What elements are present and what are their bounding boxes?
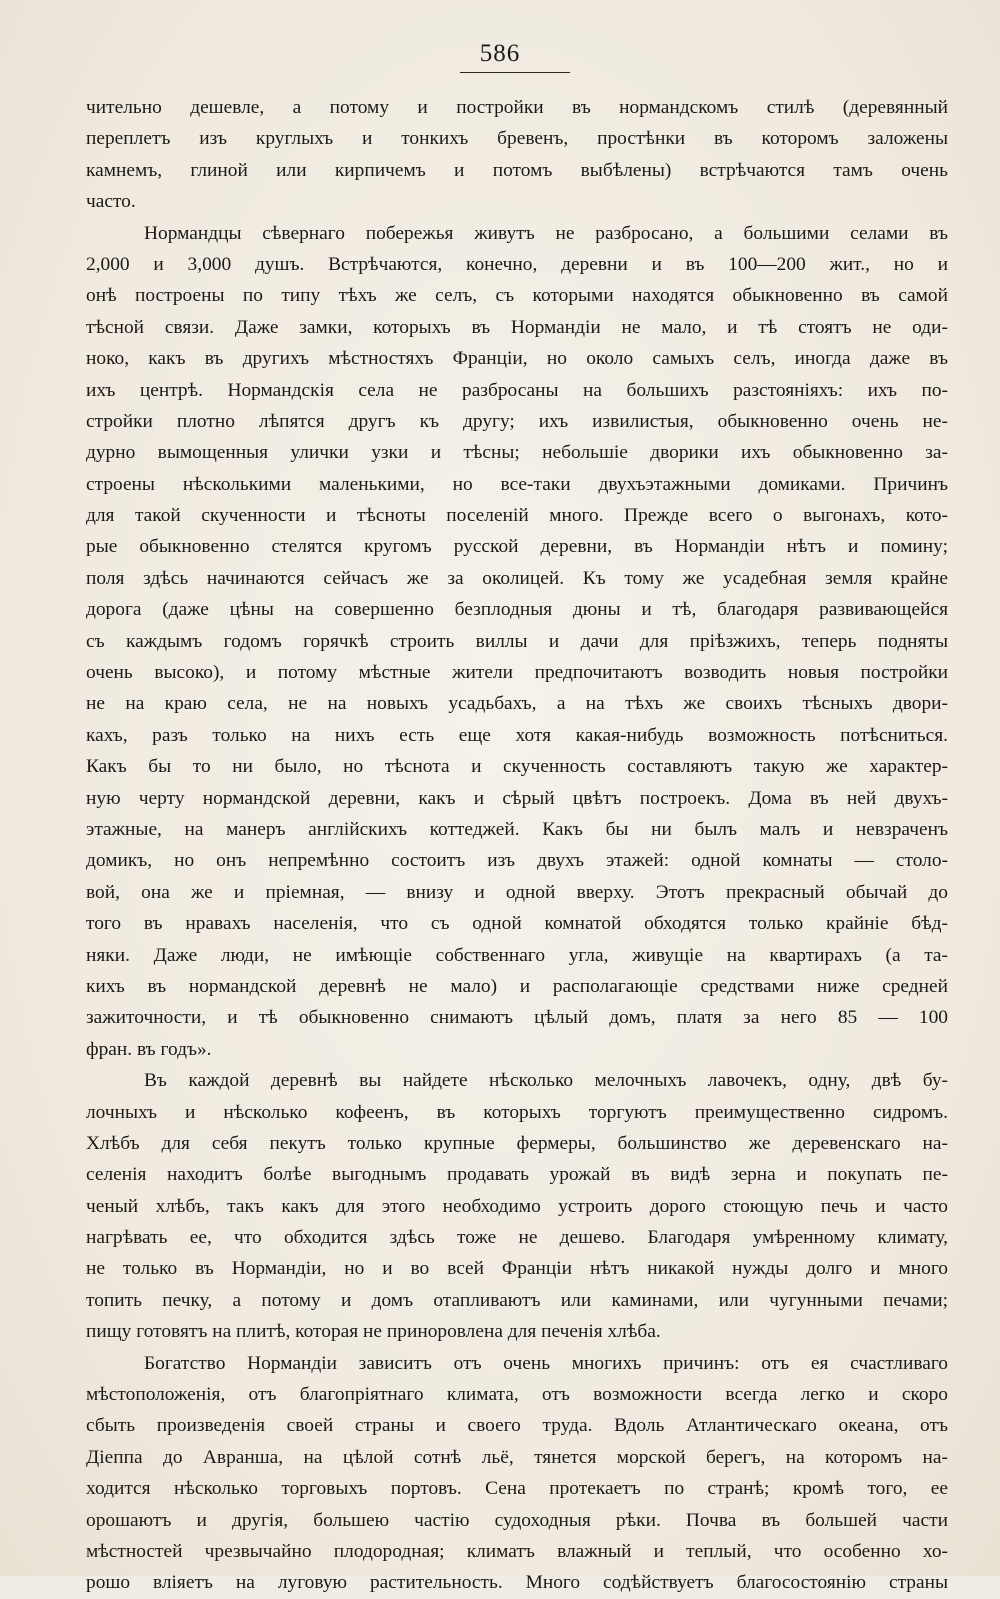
body-text	[86, 92, 948, 1599]
text-line: онѣ построены по типу тѣхъ же селъ, съ которыми находятся обыкновенно въ самой	[86, 285, 948, 307]
text-line: чительно дешевле, а потому и постройки въ нормандскомъ стилѣ (деревянный	[86, 97, 948, 118]
text-line: Хлѣбъ для себя пекутъ только крупные фермеры, большинство же деревенскаго на-	[86, 1132, 948, 1154]
text-line: Въ каждой деревнѣ вы найдете нѣсколько мелочныхъ лавочекъ, одну, двѣ бу-	[144, 1070, 948, 1092]
text-line: не только въ Нормандіи, но и во всей Франціи нѣтъ никакой нужды долго и много	[86, 1258, 948, 1280]
text-line: того въ нравахъ населенія, что съ одной комнатой обходятся только крайніе бѣд-	[86, 913, 948, 935]
text-line: этажные, на манеръ англійскихъ коттеджей. Какъ бы ни былъ малъ и невзраченъ	[86, 818, 948, 840]
text-line: вой, она же и пріемная, — внизу и одной вверху. Этотъ прекрасный обычай до	[86, 881, 948, 903]
text-line: селенія находитъ болѣе выгоднымъ продавать урожай въ видѣ зерна и покупать пе-	[86, 1164, 948, 1186]
text-line: сбыть произведенія своей страны и своего труда. Вдоль Атлантическаго океана, отъ	[86, 1415, 948, 1437]
text-line: зажиточности, и тѣ обыкновенно снимаютъ цѣлый домъ, платя за него 85 — 100	[86, 1007, 948, 1029]
text-line: поля здѣсь начинаются сейчасъ же за околицей. Къ тому же усадебная земля крайне	[86, 567, 948, 589]
text-line: дорога (даже цѣны на совершенно безплодныя дюны и тѣ, благодаря развивающейся	[86, 599, 948, 621]
text-line: мѣстностей чрезвычайно плодородная; климатъ влажный и теплый, что особенно хо-	[86, 1540, 948, 1562]
page-header	[0, 40, 1000, 68]
text-line: Діеппа до Авранша, на цѣлой сотнѣ льё, тянется морской берегъ, на которомъ на-	[86, 1446, 948, 1468]
paragraph	[86, 1348, 948, 1599]
text-line: нагрѣвать ее, что обходится здѣсь тоже не дешево. Благодаря умѣренному климату,	[86, 1227, 948, 1249]
page-number: 586	[479, 40, 521, 67]
text-line: строены нѣсколькими маленькими, но все-таки двухъэтажными домиками. Причинъ	[86, 473, 948, 495]
text-line: кахъ, разъ только на нихъ есть еще хотя какая-нибудь возможность потѣсниться.	[86, 724, 948, 746]
text-line: кихъ въ нормандской деревнѣ не мало) и располагающіе средствами ниже средней	[86, 975, 948, 997]
text-line: не на краю села, не на новыхъ усадьбахъ, а на тѣхъ же своихъ тѣсныхъ двори-	[86, 693, 948, 715]
text-line: ченый хлѣбъ, такъ какъ для этого необходимо устроить дорого стоющую печь и часто	[86, 1195, 948, 1217]
paragraph	[86, 92, 948, 218]
text-line: дурно вымощенныя улички узки и тѣсны; небольшіе дворики ихъ обыкновенно за-	[86, 442, 948, 464]
text-line: Богатство Нормандіи зависитъ отъ очень многихъ причинъ: отъ ея счастливаго	[144, 1352, 948, 1374]
header-rule	[460, 72, 570, 73]
text-line: мѣстоположенія, отъ благопріятнаго климата, отъ возможности всегда легко и скоро	[86, 1384, 948, 1406]
text-line: пищу готовятъ на плитѣ, которая не приноровлена для печенія хлѣба.	[86, 1321, 661, 1343]
text-line: домикъ, но онъ непремѣнно состоитъ изъ двухъ этажей: одной комнаты — столо-	[86, 850, 948, 872]
text-line: рые обыкновенно стелятся кругомъ русской деревни, въ Нормандіи нѣтъ и помину;	[86, 536, 948, 558]
text-line: ихъ центрѣ. Нормандскія села не разбросаны на большихъ разстояніяхъ: ихъ по-	[86, 379, 948, 401]
text-line: фран. въ годъ».	[86, 1038, 212, 1060]
text-line: Какъ бы то ни было, но тѣснота и скученность составляютъ такую же характер-	[86, 756, 948, 778]
text-line: Нормандцы сѣвернаго побережья живутъ не разбросано, а большими селами въ	[144, 222, 948, 244]
text-line: няки. Даже люди, не имѣющіе собственнаго угла, живущіе на квартирахъ (а та-	[86, 944, 948, 966]
text-line: топить печку, а потому и домъ отапливаютъ или каминами, или чугунными печами;	[86, 1289, 948, 1311]
text-line: очень высоко), и потому мѣстные жители предпочитаютъ возводить новыя постройки	[86, 662, 948, 684]
text-line: 2,000 и 3,000 душъ. Встрѣчаются, конечно, деревни и въ 100—200 жит., но и	[86, 253, 948, 275]
text-line: для такой скученности и тѣсноты поселеній много. Прежде всего о выгонахъ, кото-	[86, 505, 948, 527]
text-line: камнемъ, глиной или кирпичемъ и потомъ выбѣлены) встрѣчаются тамъ очень	[86, 159, 948, 181]
paragraph	[86, 1065, 948, 1348]
text-line: лочныхъ и нѣсколько кофеенъ, въ которыхъ торгуютъ преимущественно сидромъ.	[86, 1101, 948, 1123]
text-line: часто.	[86, 191, 136, 213]
text-line: стройки плотно лѣпятся другъ къ другу; ихъ извилистыя, обыкновенно очень не-	[86, 410, 948, 432]
text-line: тѣсной связи. Даже замки, которыхъ въ Нормандіи не мало, и тѣ стоятъ не оди-	[86, 316, 948, 338]
text-line: переплетъ изъ круглыхъ и тонкихъ бревенъ, простѣнки въ которомъ заложены	[86, 128, 948, 150]
paragraph	[86, 218, 948, 1066]
text-line: съ каждымъ годомъ горячкѣ строить виллы и дачи для пріѣзжихъ, теперь подняты	[86, 630, 948, 652]
text-line: ходится нѣсколько торговыхъ портовъ. Сена протекаетъ по странѣ; кромѣ того, ее	[86, 1478, 948, 1500]
text-line: рошо вліяетъ на луговую растительность. Много содѣйствуетъ благосостоянію страны	[86, 1572, 948, 1594]
text-line: орошаютъ и другія, большею частію судоходныя рѣки. Почва въ большей части	[86, 1509, 948, 1531]
text-line: ноко, какъ въ другихъ мѣстностяхъ Франціи, но около самыхъ селъ, иногда даже въ	[86, 348, 948, 370]
text-line: ную черту нормандской деревни, какъ и сѣрый цвѣтъ построекъ. Дома въ ней двухъ-	[86, 787, 948, 809]
